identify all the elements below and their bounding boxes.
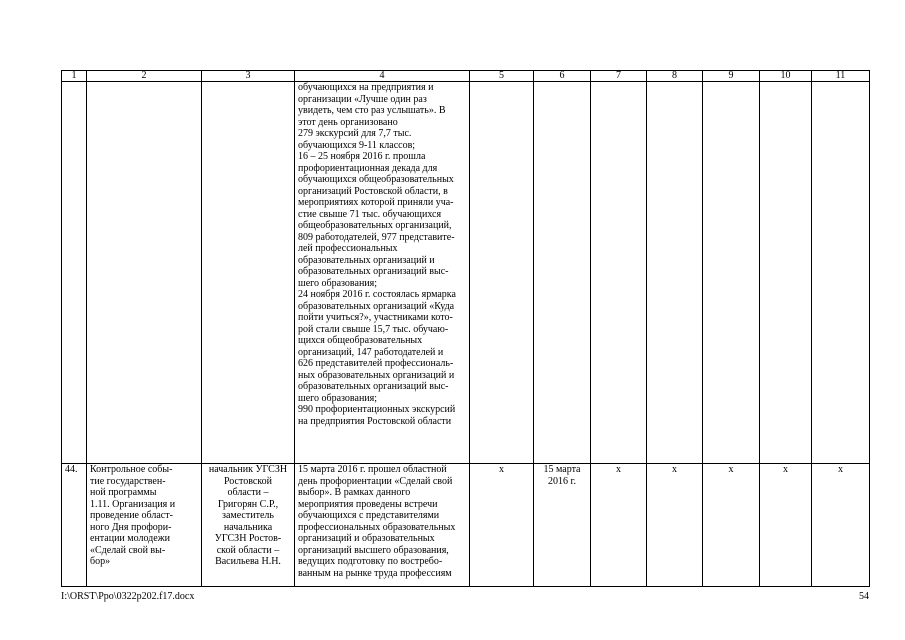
cell-results: обучающихся на предприятия и организации «Лучше один раз увидеть, чем сто раз услышать». В этот день организовано 279 экскурсий для 7,7 тыс. обучающихся 9-11 классов; 16 – 25 ноября 2016 г. прошла профориентационная декада для обучающихся общеобразовательных организаций Ростовской области, в мероприятиях которой приняли уча- стие свыше 71 тыс. обучающихся общеобразовательных организаций, 809 работодателей, 977 представите- лей профессиональных образовательных организаций и образовательных организаций выс- шего образования; 24 ноября 2016 г. состоялась ярмарка образовательных организаций «Куда пойти учиться?», участниками кото- рой стали свыше 15,7 тыс. обучаю- щихся общеобразовательных организаций, 147 работодателей и 626 представителей профессиональ- ных образовательных организаций и образовательных организаций выс- шего образования; 990 профориентационных экскурсий на предприятия Ростовской области: [295, 82, 470, 464]
cell-results: 15 марта 2016 г. прошел областной день профориентации «Сделай свой выбор». В рамках данного мероприятия проведены встречи обучающихся с представителями профессиональных образовательных организаций и образовательных организаций высшего образования, ведущих подготовку по востребо- ванным на рынке труда профессиям: [295, 464, 470, 587]
header-cell-4: 4: [295, 71, 470, 82]
header-cell-1: 1: [62, 71, 87, 82]
header-cell-5: 5: [470, 71, 534, 82]
cell-col7: x: [591, 464, 647, 587]
cell-col5: x: [470, 464, 534, 587]
cell-col8: [647, 82, 703, 464]
cell-number: 44.: [62, 464, 87, 587]
header-cell-2: 2: [87, 71, 202, 82]
header-cell-6: 6: [534, 71, 591, 82]
cell-col6: [534, 82, 591, 464]
cell-col5: [470, 82, 534, 464]
table-row-continuation: [62, 82, 870, 464]
cell-number: [62, 82, 87, 464]
header-cell-10: 10: [760, 71, 812, 82]
header-cell-9: 9: [703, 71, 760, 82]
cell-responsible: [202, 82, 295, 464]
page-number: 54: [859, 591, 869, 602]
cell-col11: x: [812, 464, 870, 587]
header-cell-8: 8: [647, 71, 703, 82]
header-cell-11: 11: [812, 71, 870, 82]
cell-responsible: начальник УГСЗН Ростовской области – Григорян С.Р., заместитель начальника УГСЗН Ростов- ской области – Васильева Н.Н.: [202, 464, 295, 587]
cell-col7: [591, 82, 647, 464]
cell-col10: x: [760, 464, 812, 587]
cell-col9: x: [703, 464, 760, 587]
footer-file-path: I:\ORST\Ppo\0322p202.f17.docx: [61, 591, 195, 602]
header-cell-3: 3: [202, 71, 295, 82]
report-table: [61, 70, 870, 587]
cell-col6: 15 марта 2016 г.: [534, 464, 591, 587]
header-row: [62, 71, 870, 82]
cell-col9: [703, 82, 760, 464]
cell-col8: x: [647, 464, 703, 587]
cell-col10: [760, 82, 812, 464]
header-cell-7: 7: [591, 71, 647, 82]
cell-event: Контрольное собы- тие государствен- ной программы 1.11. Организация и проведение област- ного Дня профори- ентации молодежи «Сделай свой вы- бор»: [87, 464, 202, 587]
cell-event: [87, 82, 202, 464]
cell-col11: [812, 82, 870, 464]
table-row-44: [62, 464, 870, 587]
